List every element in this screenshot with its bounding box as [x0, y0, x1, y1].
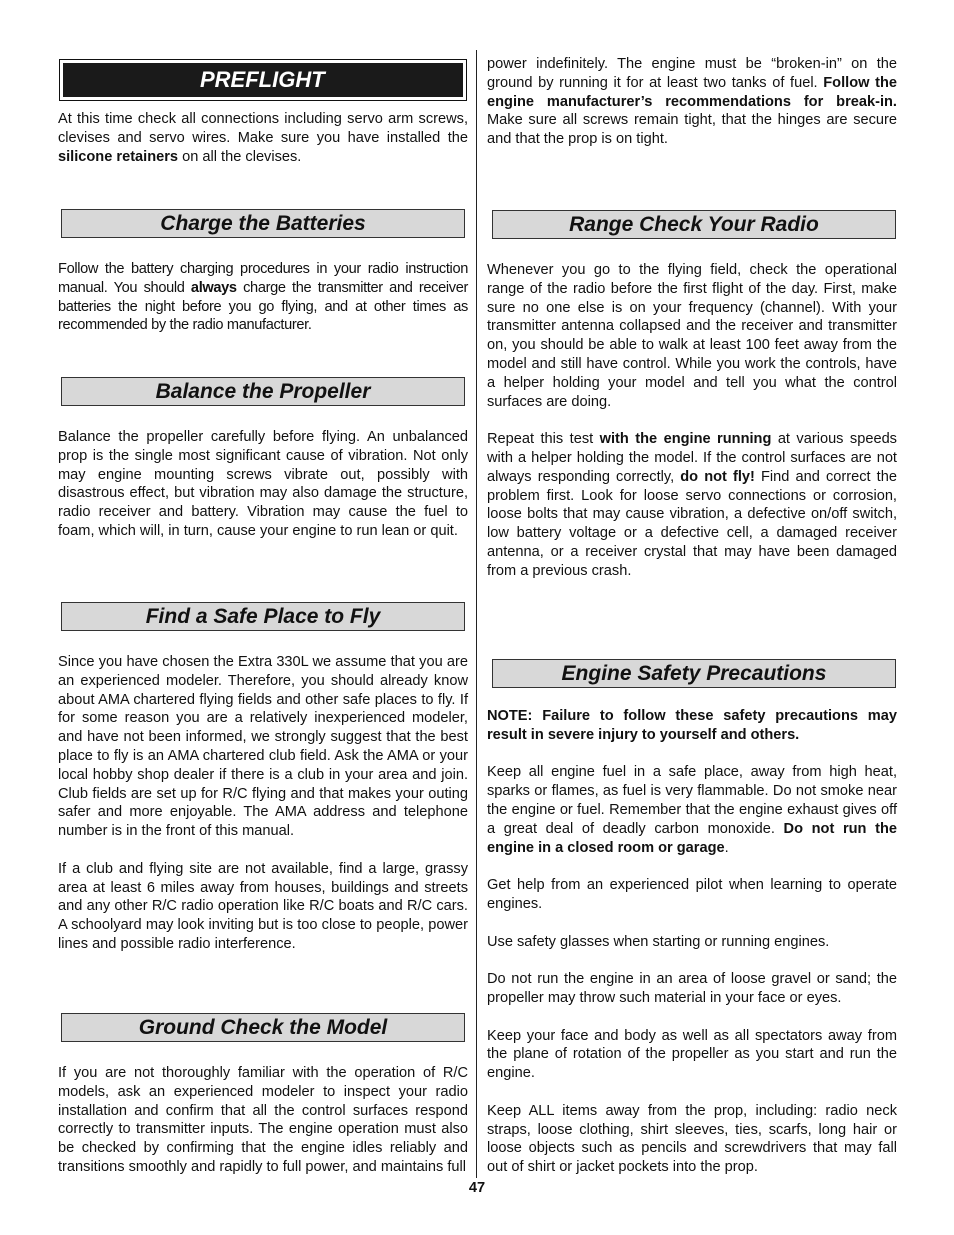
propeller-paragraph: Balance the propeller carefully before flying. An unbalanced prop is the single most significant cause of vibration. Not only may engine mounting screws vibrate out, possibly with disastrous effect, but vibration may also damage the structure, radio receiver and battery. Vibration may cause the fuel to foam, which will, in turn, cause your engine to run lean or quit. — [58, 429, 468, 539]
column-divider — [476, 50, 477, 1178]
engine-safety-paragraph-6: Keep ALL items away from the prop, including: radio neck straps, loose clothing, shirt sleeves, ties, scarfs, long hair or loose objects such as pencils and screwdrivers that may fall out of shirt or jacket pockets into the prop. — [487, 1102, 897, 1176]
engine-safety-paragraph-1: Keep all engine fuel in a safe place, away from high heat, sparks or flames, as fuel is very flammable. Do not smoke near the engine or fuel. Remember that the engine exhaust gives off a great deal of deadly carbon monoxide. Do not run the engine in a closed room or garage. — [487, 764, 897, 856]
engine-safety-paragraph-5: Keep your face and body as well as all spectators away from the plane of rotation of the propeller as you start and run the engine. — [487, 1027, 897, 1082]
safe-place-title: Find a Safe Place to Fly — [61, 602, 465, 631]
preflight-paragraph: At this time check all connections including servo arm screws, clevises and servo wires. Make sure you have installed the silicone retainers on all the clevises. — [58, 111, 468, 165]
batteries-heading — [58, 209, 468, 238]
safe-place-paragraph-2: If a club and flying site are not available, find a large, grassy area at least 6 miles away from houses, buildings and streets and any other R/C radio operation like R/C boats and R/C cars. A schoolyard may look inviting but is too close to people, power lines and possible radio interference. — [58, 860, 468, 952]
engine-safety-paragraph-3: Use safety glasses when starting or running engines. — [487, 933, 830, 950]
propeller-title: Balance the Propeller — [61, 377, 465, 406]
propeller-section — [58, 428, 468, 541]
range-check-paragraph-1: Whenever you go to the flying field, check the operational range of the radio before the first flight of the day. First, make sure no one else is on your frequency (channel). With your transmitter antenna collapsed and the receiver and transmitter on, you should be able to walk at least 100 feet away from the model and still have control. While you work the controls, have a helper holding your model and tell you what the control surfaces are doing. — [487, 262, 897, 410]
engine-safety-section — [487, 707, 897, 1177]
range-check-title: Range Check Your Radio — [492, 210, 896, 239]
range-check-paragraph-2: Repeat this test with the engine running at various speeds with a helper holding the model. If the control surfaces are not always responding correctly, do not fly! Find and correct the problem first. Look for loose servo connections or corrosion, loose bolts that may cause vibration, a defective on/off switch, low battery voltage or a defective cell, a damaged receiver antenna, or a receiver crystal that may have been damaged from a previous crash. — [487, 431, 897, 579]
engine-safety-heading — [489, 659, 899, 688]
engine-safety-paragraph-2: Get help from an experienced pilot when learning to operate engines. — [487, 877, 897, 912]
safe-place-heading — [58, 602, 468, 631]
batteries-section — [58, 260, 468, 335]
ground-check-heading — [58, 1013, 468, 1042]
range-check-heading — [489, 210, 899, 239]
engine-safety-paragraph-4: Do not run the engine in an area of loose gravel or sand; the propeller may throw such material in your face or eyes. — [487, 971, 897, 1006]
batteries-title: Charge the Batteries — [61, 209, 465, 238]
ground-check-section — [58, 1064, 468, 1177]
range-check-section — [487, 261, 897, 581]
continued-section — [487, 55, 897, 149]
batteries-paragraph: Follow the battery charging procedures in your radio instruction manual. You should always charge the transmitter and receiver batteries the night before you go flying, and at other times as recommended by the radio manufacturer. — [58, 261, 468, 334]
preflight-heading — [58, 59, 468, 101]
safe-place-paragraph-1: Since you have chosen the Extra 330L we assume that you are an experienced modeler. Therefore, you should already know about AMA chartered flying fields and other safe places to fly. If for some reason you are a relatively inexperienced modeler, and have not been informed, we strongly suggest that the best place to fly is an AMA chartered club field. Ask the AMA or your local hobby shop dealer if there is a club in your area and join. Club fields are set up for R/C flying and that makes your outing safer and more enjoyable. The AMA address and telephone number is in the front of this manual. — [58, 654, 468, 840]
preflight-section — [58, 110, 468, 166]
engine-safety-title: Engine Safety Precautions — [492, 659, 896, 688]
safe-place-section — [58, 653, 468, 954]
ground-check-title: Ground Check the Model — [61, 1013, 465, 1042]
ground-check-paragraph: If you are not thoroughly familiar with the operation of R/C models, ask an experienced modeler to inspect your radio installation and confirm that all the control surfaces respond correctly to transmitter inputs. The engine operation must also be checked by confirming that the engine idles reliably and transitions smoothly and rapidly to full power, and maintains full — [58, 1065, 468, 1175]
page-number: 47 — [468, 1180, 486, 1196]
preflight-title: PREFLIGHT — [63, 63, 463, 97]
propeller-heading — [58, 377, 468, 406]
continued-paragraph: power indefinitely. The engine must be “broken-in” on the ground by running it for at least two tanks of fuel. Follow the engine manufacturer’s recommendations for break-in. Make sure all screws remain tight, that the hinges are secure and that the prop is on tight. — [487, 56, 898, 148]
engine-safety-note: NOTE: Failure to follow these safety precautions may result in severe injury to yourself and others. — [487, 708, 897, 743]
